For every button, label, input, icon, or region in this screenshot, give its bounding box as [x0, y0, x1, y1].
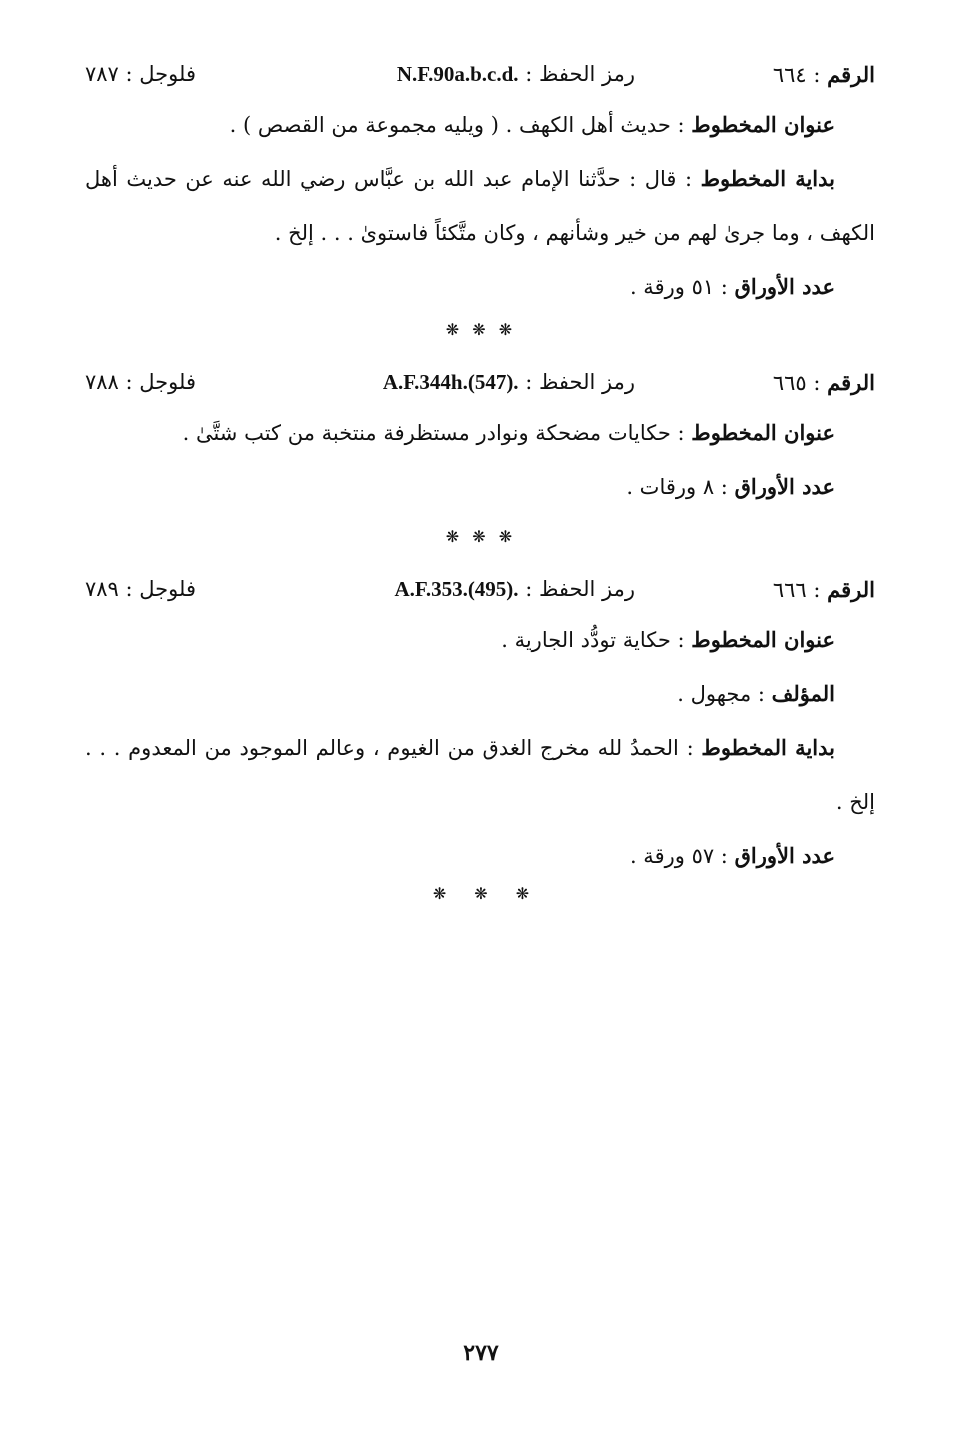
flugel-number: فلوجل : ٧٨٩: [85, 577, 197, 601]
entry-leaves: عدد الأوراق : ٥١ ورقة .: [629, 274, 835, 299]
entry-leaves: عدد الأوراق : ٥٧ ورقة .: [629, 843, 835, 868]
catalog-entry: [85, 62, 875, 314]
section-separator: ❋ ❋ ❋: [445, 527, 517, 546]
entry-title: عنوان المخطوط : حكاية تودُّد الجارية .: [501, 627, 835, 652]
page-number: ٢٧٧: [463, 1340, 499, 1366]
entry-header: [85, 62, 875, 98]
section-separator: ❋ ❋ ❋: [445, 320, 517, 339]
shelf-mark: رمز الحفظ : A.F.344h.(547).: [382, 370, 635, 394]
entry-number: الرقم : ٦٦٤: [772, 62, 875, 87]
catalog-entry: [85, 370, 875, 514]
end-separator: ❋❋❋: [432, 884, 558, 903]
entry-title: عنوان المخطوط : حديث أهل الكهف . ( ويليه مجموعة من القصص ) .: [229, 112, 835, 137]
shelf-mark: رمز الحفظ : A.F.353.(495).: [394, 577, 635, 601]
flugel-number: فلوجل : ٧٨٧: [85, 62, 197, 86]
flugel-number: فلوجل : ٧٨٨: [85, 370, 197, 394]
entry-header: [85, 370, 875, 406]
entry-number: الرقم : ٦٦٦: [772, 577, 875, 602]
entry-title: عنوان المخطوط : حكايات مضحكة ونوادر مستظرفة منتخبة من كتب شتَّىٰ .: [182, 420, 835, 445]
entry-incipit: بداية المخطوط : قال : حدَّثنا الإمام عبد الله بن عبَّاس رضي الله عنه عن حديث أهل الكهف ، وما جرىٰ لهم من خير وشأنهم ، وكان متَّكئاً فاستوىٰ . . . إلخ .: [85, 166, 875, 245]
entry-author: المؤلف : مجهول .: [677, 681, 835, 706]
entry-header: [85, 577, 875, 613]
entry-number: الرقم : ٦٦٥: [772, 370, 875, 395]
entry-incipit: بداية المخطوط : الحمدُ لله مخرج الغدق من الغيوم ، وعالم الموجود من المعدوم . . . إلخ .: [85, 735, 875, 814]
catalog-entry: [85, 577, 875, 883]
shelf-mark: رمز الحفظ : N.F.90a.b.c.d.: [396, 62, 635, 86]
entry-leaves: عدد الأوراق : ٨ ورقات .: [626, 474, 835, 499]
